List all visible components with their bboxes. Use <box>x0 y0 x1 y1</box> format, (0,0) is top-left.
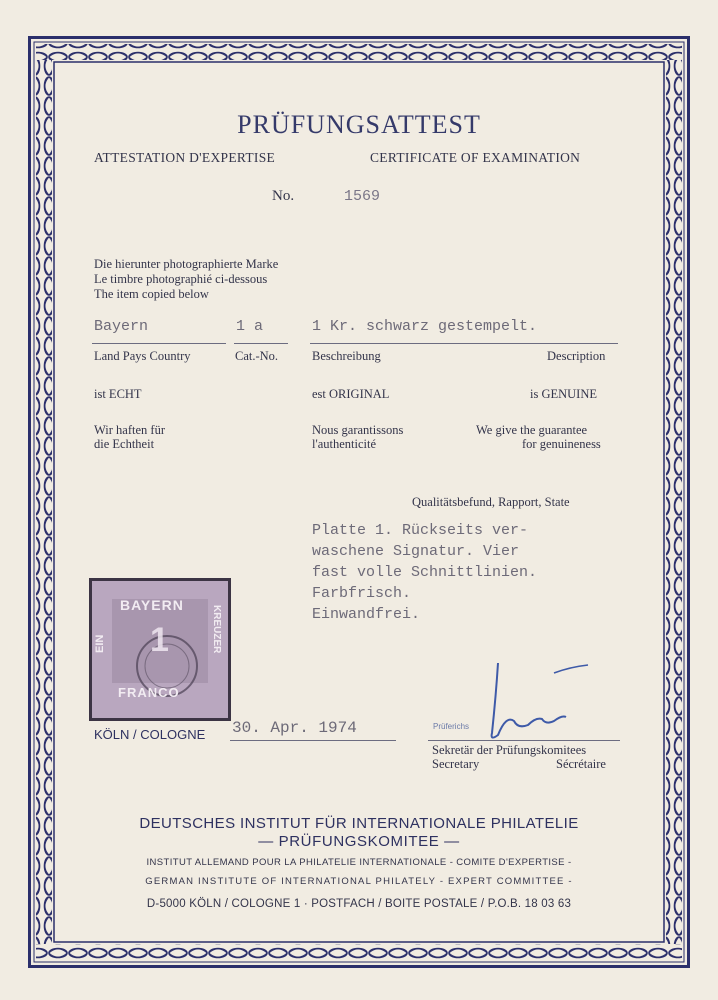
intro-english: The item copied below <box>94 287 209 301</box>
genuine-english: is GENUINE <box>530 387 598 401</box>
guarantee-english-1: We give the guarantee <box>476 423 588 437</box>
item-country: Bayern <box>94 318 149 335</box>
stamp-text-right: KREUZER <box>211 605 222 654</box>
label-description: Description <box>547 349 606 363</box>
item-description: 1 Kr. schwarz gestempelt. <box>312 318 538 335</box>
quality-label: Qualitätsbefund, Rapport, State <box>412 495 570 509</box>
handwritten-signature <box>484 655 594 745</box>
rule-country <box>92 343 226 344</box>
certificate-number: 1569 <box>344 188 381 205</box>
guarantee-german-1: Wir haften für <box>94 423 165 437</box>
rule-cat-no <box>234 343 288 344</box>
signature-stamp-label: Prüferichs <box>433 722 470 731</box>
certificate-date: 30. Apr. 1974 <box>232 719 357 737</box>
stamp-text-top: BAYERN <box>120 597 184 613</box>
guarantee-french-2: l'authenticité <box>312 437 377 451</box>
genuine-french: est ORIGINAL <box>312 387 390 401</box>
secretary-english: Secretary <box>432 757 480 771</box>
label-cat-no: Cat.-No. <box>235 349 279 363</box>
quality-line: Platte 1. Rückseits ver- <box>312 522 529 539</box>
quality-line: fast volle Schnittlinien. <box>312 564 538 581</box>
quality-line: Einwandfrei. <box>312 606 421 623</box>
intro-german: Die hierunter photographierte Marke <box>94 257 279 271</box>
footer-institute: DEUTSCHES INSTITUT FÜR INTERNATIONALE PHILATELIE <box>139 815 579 832</box>
guarantee-german-2: die Echtheit <box>94 437 155 451</box>
secretary-german: Sekretär der Prüfungskomitees <box>432 743 587 757</box>
intro-french: Le timbre photographié ci-dessous <box>94 272 268 286</box>
stamp-text-left: EIN <box>94 634 106 653</box>
guarantee-french-1: Nous garantissons <box>312 423 404 437</box>
footer-english-line: GERMAN INSTITUTE OF INTERNATIONAL PHILATELY - EXPERT COMMITTEE - <box>145 876 573 887</box>
footer-committee: — PRÜFUNGSKOMITEE — <box>258 833 460 850</box>
label-beschreibung: Beschreibung <box>312 349 381 363</box>
guarantee-english-2: for genuineness <box>522 437 601 451</box>
stamp-text-bottom: FRANCO <box>118 685 180 700</box>
subtitle-english: CERTIFICATE OF EXAMINATION <box>370 150 581 165</box>
genuine-german: ist ECHT <box>94 387 142 401</box>
place-label: KÖLN / COLOGNE <box>94 727 206 742</box>
rule-signature <box>428 740 620 741</box>
label-country: Land Pays Country <box>94 349 191 363</box>
secretary-french: Sécrétaire <box>556 757 606 771</box>
quality-line: waschene Signatur. Vier <box>312 543 520 560</box>
rule-description <box>310 343 618 344</box>
item-cat-no: 1 a <box>236 318 264 335</box>
certificate-number-label: No. <box>272 188 295 204</box>
certificate-title: PRÜFUNGSATTEST <box>237 110 481 139</box>
stamp-image <box>92 581 228 718</box>
footer-address: D-5000 KÖLN / COLOGNE 1 · POSTFACH / BOITE POSTALE / P.O.B. 18 03 63 <box>146 898 572 910</box>
rule-date <box>230 740 396 741</box>
footer-french-line: INSTITUT ALLEMAND POUR LA PHILATELIE INTERNATIONALE - COMITE D'EXPERTISE - <box>146 857 572 868</box>
stamp-numeral: 1 <box>150 621 169 659</box>
stamp-photo <box>89 578 231 721</box>
subtitle-french: ATTESTATION D'EXPERTISE <box>94 150 276 165</box>
quality-line: Farbfrisch. <box>312 585 412 602</box>
